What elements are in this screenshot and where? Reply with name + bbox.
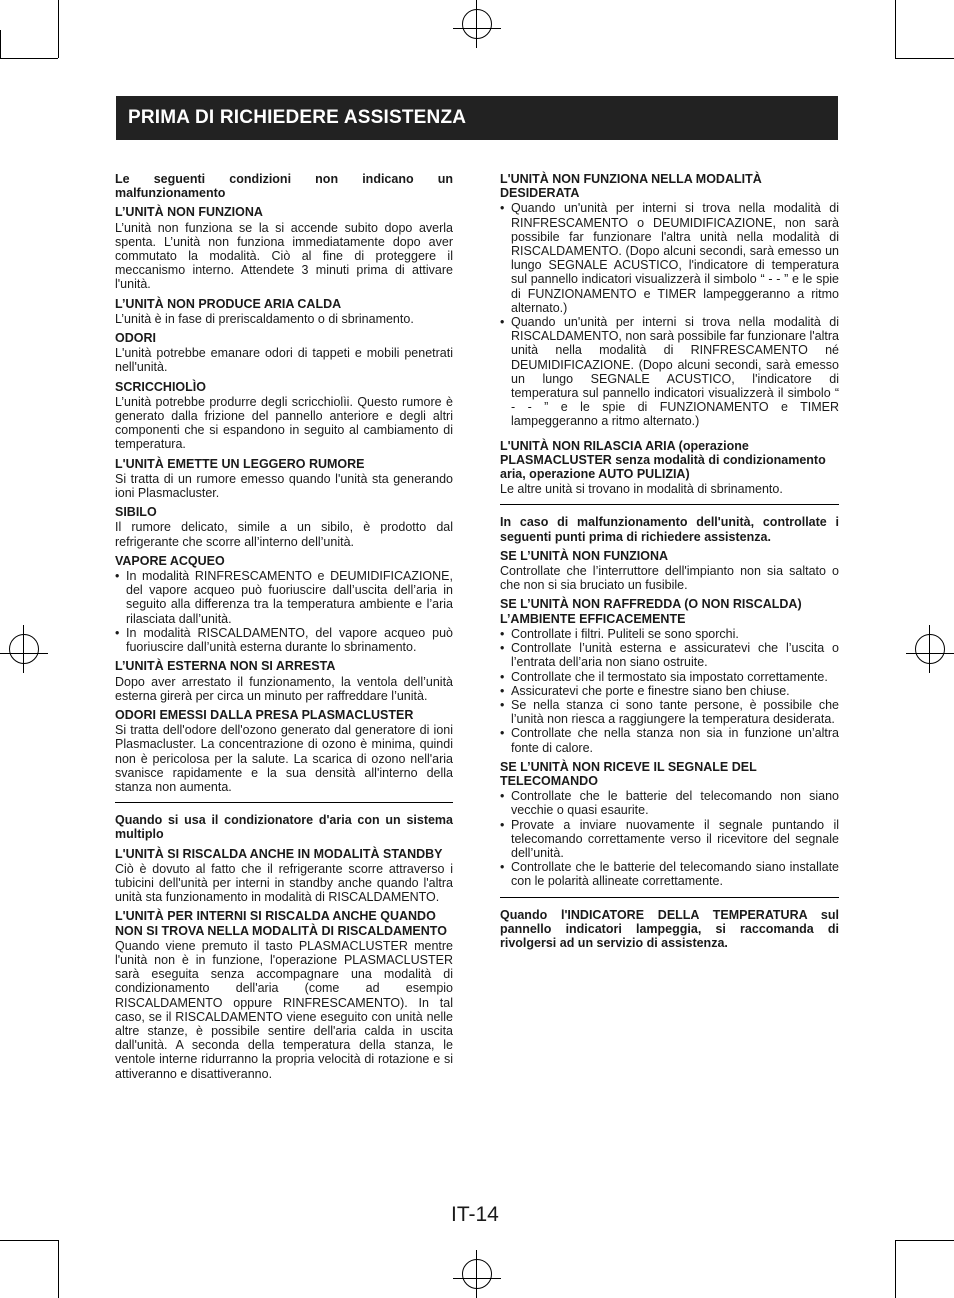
divider (500, 504, 839, 505)
bullet-list (500, 789, 839, 888)
section-heading: L'UNITÀ SI RISCALDA ANCHE IN MODALITÀ STANDBY (115, 846, 443, 861)
section-heading: L’UNITÀ NON FUNZIONA (115, 205, 263, 220)
section-text: Le altre unità si trovano in modalità di sbrinamento. (500, 482, 783, 497)
section-text: L'unità potrebbe emanare odori di tappeti e mobili penetrati nell'unità. (115, 346, 453, 375)
section (115, 331, 453, 375)
section-heading: ODORI (115, 331, 156, 346)
section (115, 708, 453, 794)
left-column (115, 172, 453, 1083)
section (115, 554, 453, 654)
section-text: Il rumore delicato, simile a un sibilo, è prodotto dal refrigerante che scorre all’interno dell’unità. (115, 520, 453, 549)
section-text: Controllate che l’interruttore dell'impianto non sia saltato o che non si sia bruciato un fusibile. (500, 564, 839, 593)
section (115, 847, 453, 905)
section (115, 659, 453, 703)
list-item: • Controllate l’unità esterna e assicuratevi che l’uscita o l’entrata dell’aria non siano ostruite. (500, 641, 839, 669)
section-text: Quando viene premuto il tasto PLASMACLUSTER mentre l'unità non è in funzione, l'operazione PLASMACLUSTER sarà eseguita senza accompagnare una modalità di condizionamento dell'aria (come ad esempio RISCALDAMENTO oppure RINFRESCAMENTO). In tal caso, se il RISCALDAMENTO viene eseguito con unità nelle altre stanze, è possibile sentire dell'aria calda in uscita dall'unità. A seconda della temperatura della stanza, le ventole interne ridurranno la propria velocità di rotazione e si attiveranno e disattiveranno. (115, 938, 453, 1081)
list-item: • Assicuratevi che porte e finestre siano ben chiuse. (500, 684, 839, 698)
crop-mark (895, 0, 896, 58)
divider (500, 897, 839, 898)
section (115, 909, 453, 1080)
section-heading: SIBILO (115, 505, 157, 520)
service-note: Quando l'INDICATORE DELLA TEMPERATURA sul pannello indicatori lampeggia, si raccomanda di rivolgersi ad un servizio di assistenza. (500, 907, 839, 950)
section (115, 505, 453, 549)
list-item: • Quando un'unità per interni si trova nella modalità di RINFRESCAMENTO o DEUMIDIFICAZIONE, non sarà possibile far funzionare l'altra unità nella modalità di RISCALDAMENTO. (Dopo alcuni secondi, sarà emesso un lungo SEGNALE ACUSTICO, l'indicatore di temperatura sul pannello indicatori visualizzerà il simbolo “ - - ” e le spie di FUNZIONAMENTO e TIMER lampeggeranno a ritmo alternato.) (500, 201, 839, 315)
list-item: • In modalità RISCALDAMENTO, del vapore acqueo può fuoriuscire dall’unità esterna durante lo sbrinamento. (115, 626, 453, 654)
section (115, 205, 453, 291)
section-heading: L'UNITÀ PER INTERNI SI RISCALDA ANCHE QUANDO NON SI TROVA NELLA MODALITÀ DI RISCALDAMENTO (115, 909, 447, 938)
list-item: • Controllate che il termostato sia impostato correttamente. (500, 670, 839, 684)
list-item: • Provate a inviare nuovamente il segnale puntando il telecomando correttamente verso il ricevitore del segnale dell’unità. (500, 818, 839, 861)
registration-mark (453, 0, 501, 48)
list-item: • In modalità RINFRESCAMENTO e DEUMIDIFICAZIONE, del vapore acqueo può fuoriuscire dall’uscita dell’aria in seguito alla differenza tra la temperatura ambiente e l’aria rilasciata dall’unità. (115, 569, 453, 626)
crop-mark (58, 0, 59, 58)
list-item: • Controllate i filtri. Puliteli se sono sporchi. (500, 627, 839, 641)
section (115, 457, 453, 501)
list-item: • Quando un'unità per interni si trova nella modalità di RISCALDAMENTO, non sarà possibile far funzionare l'altra unità nella modalità di RINFRESCAMENTO né DEUMIDIFICAZIONE. (Dopo alcuni secondi, sarà emesso un lungo SEGNALE ACUSTICO, l'indicatore di temperatura sul pannello indicatori visualizzerà il simbolo “ - - ” e le spie di FUNZIONAMENTO e TIMER lampeggeranno a ritmo alternato.) (500, 315, 839, 429)
bullet-list (500, 627, 839, 755)
section-heading: L’UNITÀ NON PRODUCE ARIA CALDA (115, 296, 342, 311)
bullet-list (500, 201, 839, 428)
section-heading: SE L’UNITÀ NON FUNZIONA (500, 548, 669, 563)
section-heading: L'UNITÀ EMETTE UN LEGGERO RUMORE (115, 456, 365, 471)
registration-mark (0, 625, 48, 673)
page-title: PRIMA DI RICHIEDERE ASSISTENZA (116, 96, 838, 140)
divider (115, 802, 453, 803)
section-heading: SCRICCHIOLÌO (115, 379, 206, 394)
list-item: • Controllate che nella stanza non sia in funzione un’altra fonte di calore. (500, 726, 839, 754)
section-heading: L’UNITÀ ESTERNA NON SI ARRESTA (115, 659, 336, 674)
section-heading: L'UNITÀ NON FUNZIONA NELLA MODALITÀ DESIDERATA (500, 172, 762, 201)
section-heading: SE L’UNITÀ NON RAFFREDDA (O NON RISCALDA) L’AMBIENTE EFFICACEMENTE (500, 597, 802, 626)
list-item: • Se nella stanza ci sono tante persone, è possibile che l’unità non riesca a raggiungere la temperatura desiderata. (500, 698, 839, 726)
registration-mark (453, 1250, 501, 1298)
section-heading: ODORI EMESSI DALLA PRESA PLASMACLUSTER (115, 707, 414, 722)
section-text: Si tratta dell'odore dell'ozono generato dal generatore di ioni Plasmacluster. La concentrazione di ozono è minima, quindi non è pericolosa per la salute. La scarica di ozono nell'aria svanisce rapidamente e la sua densità all'interno della stanza non aumenta. (115, 723, 453, 794)
section (115, 297, 453, 326)
crop-mark (58, 1240, 59, 1298)
bullet-list (115, 569, 453, 654)
crop-mark (895, 1240, 896, 1298)
intro-text: Quando si usa il condizionatore d'aria con un sistema multiplo (115, 813, 453, 842)
section-heading: VAPORE ACQUEO (115, 553, 225, 568)
intro-text: In caso di malfunzionamento dell'unità, controllate i seguenti punti prima di richiedere assistenza. (500, 515, 839, 544)
section-text: L’unità potrebbe produrre degli scricchiolìi. Questo rumore è generato dalla frizione del pannello anteriore e degli altri componenti che si espandono in seguito al cambiamento di temperatura. (115, 394, 453, 452)
crop-mark (0, 1240, 58, 1241)
page-number: IT-14 (451, 1203, 499, 1226)
section-text: L’unità non funziona se la si accende subito dopo averla spenta. L’unità non funziona immediatamente dopo aver commutato la modalità. Ciò al fine di proteggere il meccanismo interno. Attendete 3 minuti prima di attivare l'unità. (115, 220, 453, 292)
intro-text: Le seguenti condizioni non indicano un malfunzionamento (115, 172, 453, 201)
list-item: • Controllate che le batterie del telecomando non siano vecchie o quasi esaurite. (500, 789, 839, 817)
crop-mark (0, 30, 1, 58)
section (115, 380, 453, 452)
section-text: Si tratta di un rumore emesso quando l'unità sta generando ioni Plasmacluster. (115, 471, 453, 501)
list-item: • Controllate che le batterie del telecomando siano installate con le polarità allineate correttamente. (500, 860, 839, 888)
right-column (500, 172, 839, 950)
section-heading: SE L’UNITÀ NON RICEVE IL SEGNALE DEL TELECOMANDO (500, 759, 757, 788)
section-text: Ciò è dovuto al fatto che il refrigerante scorre attraverso i tubicini dell'unità per interni in standby anche quando l'altra unità sta funzionamento in modalità di RISCALDAMENTO. (115, 861, 453, 905)
section-text: L’unità è in fase di preriscaldamento o di sbrinamento. (115, 311, 414, 326)
section-heading: L'UNITÀ NON RILASCIA ARIA (operazione PLASMACLUSTER senza modalità di condizionamento aria, operazione AUTO PULIZIA) (500, 438, 826, 482)
crop-mark (895, 1240, 954, 1241)
crop-mark (0, 58, 58, 59)
crop-mark (895, 58, 954, 59)
section-text: Dopo aver arrestato il funzionamento, la ventola dell’unità esterna girerà per circa un minuto per raffreddare l’unità. (115, 674, 453, 703)
registration-mark (906, 625, 954, 673)
